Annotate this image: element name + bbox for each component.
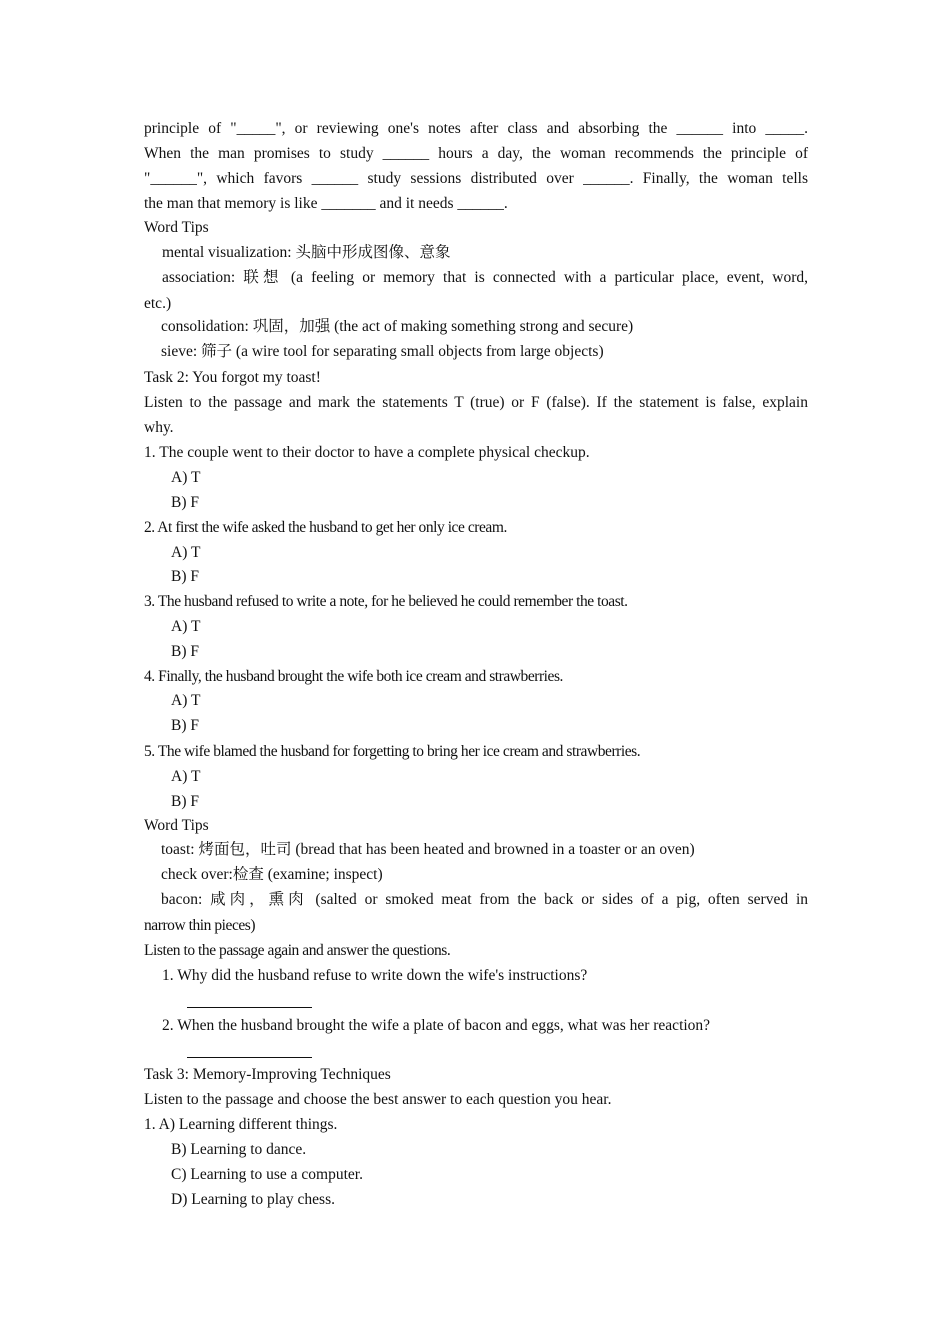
word-tip-association-cont: etc.)	[144, 295, 172, 312]
question: 1. The couple went to their doctor to have a complete physical checkup.	[144, 444, 590, 461]
option-true[interactable]: A) T	[171, 544, 201, 561]
word-tip-bacon: bacon: 咸肉，熏肉 (salted or smoked meat from the back or sides of a pig, often served in	[161, 891, 808, 908]
option-true[interactable]: A) T	[171, 692, 201, 709]
task3-instruction: Listen to the passage and choose the best answer to each question you hear.	[144, 1091, 612, 1108]
option-true[interactable]: A) T	[171, 768, 201, 785]
question: 5. The wife blamed the husband for forgetting to bring her ice cream and strawberries.	[144, 743, 641, 760]
task2-instruction: Listen to the passage and mark the statements T (true) or F (false). If the statement is false, explain	[144, 394, 808, 411]
task2-part2-instruction: Listen to the passage again and answer the questions.	[144, 942, 451, 959]
task3-question-1-option-d[interactable]: D) Learning to play chess.	[171, 1191, 335, 1208]
task2-title: Task 2: You forgot my toast!	[144, 369, 321, 386]
option-false[interactable]: B) F	[171, 494, 199, 511]
word-tip-association: association: 联想 (a feeling or memory that is connected with a particular place, event, word,	[162, 269, 808, 286]
option-false[interactable]: B) F	[171, 717, 199, 734]
option-false[interactable]: B) F	[171, 793, 199, 810]
question: 4. Finally, the husband brought the wife both ice cream and strawberries.	[144, 668, 563, 685]
word-tip-sieve: sieve: 筛子 (a wire tool for separating small objects from large objects)	[161, 343, 604, 360]
word-tips-heading: Word Tips	[144, 219, 209, 236]
task3-question-1-option-c[interactable]: C) Learning to use a computer.	[171, 1166, 363, 1183]
question: 1. Why did the husband refuse to write down the wife's instructions?	[162, 967, 588, 984]
word-tip-bacon-cont: narrow thin pieces)	[144, 917, 256, 934]
task3-title: Task 3: Memory-Improving Techniques	[144, 1066, 391, 1083]
answer-blank[interactable]	[187, 1057, 312, 1058]
summary-line-1: principle of "_____", or reviewing one's notes after class and absorbing the ______ into _____.	[144, 120, 808, 137]
option-false[interactable]: B) F	[171, 568, 199, 585]
word-tip-toast: toast: 烤面包，吐司 (bread that has been heated and browned in a toaster or an oven)	[161, 841, 695, 858]
word-tips-heading: Word Tips	[144, 817, 209, 834]
question: 2. When the husband brought the wife a plate of bacon and eggs, what was her reaction?	[162, 1017, 711, 1034]
option-true[interactable]: A) T	[171, 618, 201, 635]
question: 3. The husband refused to write a note, for he believed he could remember the toast.	[144, 593, 628, 610]
summary-line-2: When the man promises to study ______ hours a day, the woman recommends the principle of	[144, 145, 808, 162]
option-true[interactable]: A) T	[171, 469, 201, 486]
task3-question-1-option-b[interactable]: B) Learning to dance.	[171, 1141, 307, 1158]
word-tip-consolidation: consolidation: 巩固，加强 (the act of making something strong and secure)	[161, 318, 634, 335]
answer-blank[interactable]	[187, 1007, 312, 1008]
summary-line-4: the man that memory is like _______ and it needs ______.	[144, 195, 508, 212]
word-tip-mental-visualization: mental visualization: 头脑中形成图像、意象	[162, 244, 451, 261]
word-tip-check-over: check over:检查 (examine; inspect)	[161, 866, 383, 883]
question: 2. At first the wife asked the husband to get her only ice cream.	[144, 519, 507, 536]
task3-question-1-option-a[interactable]: 1. A) Learning different things.	[144, 1116, 338, 1133]
option-false[interactable]: B) F	[171, 643, 199, 660]
summary-line-3: "______", which favors ______ study sessions distributed over ______. Finally, the woman tells	[144, 170, 808, 187]
task2-instruction-cont: why.	[144, 419, 174, 436]
